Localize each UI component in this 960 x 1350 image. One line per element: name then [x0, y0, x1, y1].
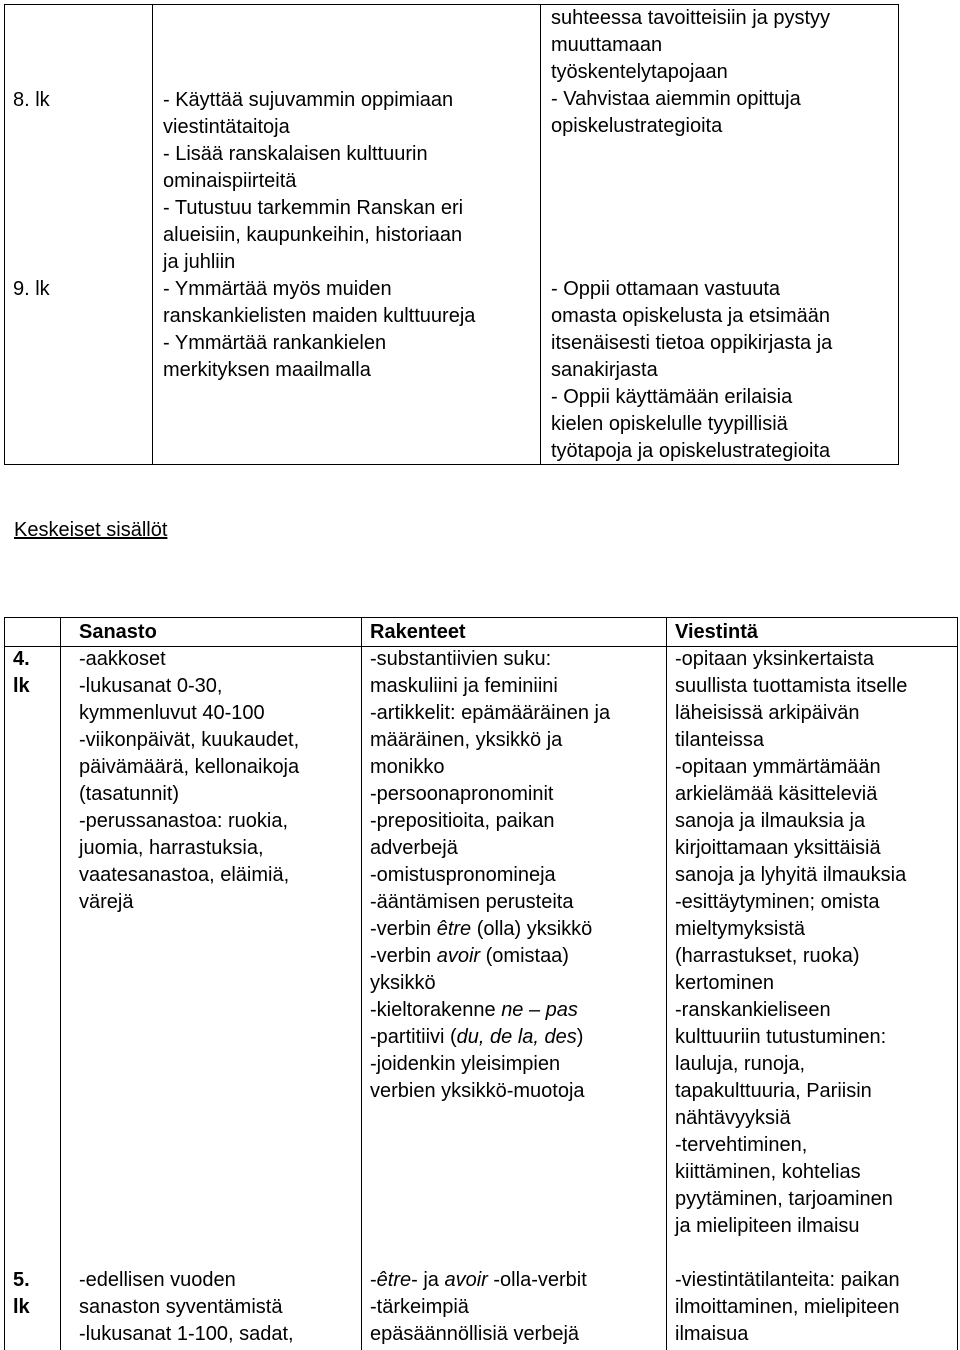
section-heading-keskeiset-sisallot: Keskeiset sisällöt [14, 519, 168, 541]
communication-line: -opitaan yksinkertaista [675, 648, 874, 670]
vocab-line: -aakkoset [79, 648, 166, 670]
structure-italic-text: avoir [444, 1269, 488, 1291]
grade-5-structures [370, 1267, 587, 1348]
top-table-border-left [4, 4, 5, 464]
grade-4-num: 4. [13, 648, 30, 670]
top-grade-8-label [13, 87, 50, 114]
structure-line: määräinen, yksikkö ja [370, 729, 563, 751]
structure-text: (olla) yksikkö [471, 918, 593, 940]
grade-4-label [13, 646, 30, 700]
goal-line: - Ymmärtää myös muiden [163, 278, 392, 300]
goal-line: ominaispiirteitä [163, 170, 297, 192]
structure-italic-text: ne – pas [501, 999, 578, 1021]
structure-text: - ja [411, 1269, 445, 1291]
goal-line: viestintätaitoja [163, 116, 290, 138]
header-rakenteet-text: Rakenteet [370, 621, 466, 643]
content-table-divider-2 [361, 617, 362, 1350]
content-table-divider-1 [60, 617, 61, 1350]
content-table-divider-3 [666, 617, 667, 1350]
vocab-line: päivämäärä, kellonaikoja [79, 756, 300, 778]
vocab-line: -viikonpäivät, kuukaudet, [79, 729, 300, 751]
grade-4-structures [370, 646, 610, 1105]
structure-text: -olla-verbit [487, 1269, 587, 1291]
grade-4-vocab [79, 646, 299, 916]
goal-line: - Tutustuu tarkemmin Ranskan eri [163, 197, 464, 219]
top-grade-9-label [13, 276, 50, 303]
strategy-line: - Oppii ottamaan vastuuta [551, 278, 781, 300]
vocab-line: -lukusanat 0-30, [79, 675, 223, 697]
vocab-line: -edellisen vuoden [79, 1269, 236, 1291]
strategy-line: kielen opiskelulle tyypillisiä [551, 413, 788, 435]
goal-line: alueisiin, kaupunkeihin, historiaan [163, 224, 463, 246]
structure-line: -artikkelit: epämääräinen ja [370, 702, 611, 724]
communication-line: lauluja, runoja, [675, 1053, 806, 1075]
goal-line: - Lisää ranskalaisen kulttuurin [163, 143, 428, 165]
communication-line: pyytäminen, tarjoaminen [675, 1188, 893, 1210]
communication-line: -viestintätilanteita: paikan [675, 1269, 900, 1291]
content-table-border-top [4, 617, 958, 618]
goal-line: merkityksen maailmalla [163, 359, 371, 381]
structure-text: -verbin [370, 918, 437, 940]
strategy-line: työtapoja ja opiskelustrategioita [551, 440, 831, 462]
strategy-line: työskentelytapojaan [551, 61, 728, 83]
structure-line: -ääntämisen perusteita [370, 891, 574, 913]
structure-line: epäsäännöllisiä verbejä [370, 1323, 580, 1345]
communication-line: sanoja ja lyhyitä ilmauksia [675, 864, 907, 886]
strategy-line: suhteessa tavoitteisiin ja pystyy [551, 7, 831, 29]
top-table-divider-1 [152, 4, 153, 464]
communication-line: ja mielipiteen ilmaisu [675, 1215, 860, 1237]
vocab-line: (tasatunnit) [79, 783, 180, 805]
grade-5-vocab [79, 1267, 294, 1348]
communication-line: -tervehtiminen, [675, 1134, 808, 1156]
communication-line: -esittäytyminen; omista [675, 891, 880, 913]
structure-line: monikko [370, 756, 445, 778]
structure-line-avoir [370, 943, 610, 970]
header-rakenteet [370, 619, 466, 646]
strategy-line: - Vahvistaa aiemmin opittuja [551, 88, 801, 110]
strategy-line: - Oppii käyttämään erilaisia [551, 386, 793, 408]
structure-line: -tärkeimpiä [370, 1296, 469, 1318]
structure-italic-text: avoir [436, 945, 481, 967]
structure-line: -omistuspronomineja [370, 864, 556, 886]
communication-line: tilanteissa [675, 729, 764, 751]
communication-line: arkielämää käsitteleviä [675, 783, 878, 805]
strategy-line: omasta opiskelusta ja etsimään [551, 305, 831, 327]
vocab-line: sanaston syventämistä [79, 1296, 283, 1318]
communication-line: -opitaan ymmärtämään [675, 756, 881, 778]
structure-text: -verbin [370, 945, 437, 967]
structure-line-negation [370, 997, 610, 1024]
grade-9-text: 9. lk [13, 278, 50, 300]
communication-line: ilmoittaminen, mielipiteen [675, 1296, 900, 1318]
grade-4-communication [675, 646, 907, 1240]
grade-5-label [13, 1267, 30, 1321]
communication-line: läheisissä arkipäivän [675, 702, 860, 724]
structure-italic-text: être [436, 918, 472, 940]
vocab-line: kymmenluvut 40-100 [79, 702, 265, 724]
vocab-line: vaatesanastoa, eläimiä, [79, 864, 290, 886]
strategy-line: itsenäisesti tietoa oppikirjasta ja [551, 332, 833, 354]
structure-line: adverbejä [370, 837, 458, 859]
communication-line: sanoja ja ilmauksia ja [675, 810, 866, 832]
goal-line: ja juhliin [163, 251, 236, 273]
communication-line: kertominen [675, 972, 774, 994]
communication-line: kulttuuriin tutustuminen: [675, 1026, 887, 1048]
grade-5-num: 5. [13, 1269, 30, 1291]
structure-line: maskuliini ja feminiini [370, 675, 558, 697]
structure-line: yksikkö [370, 972, 436, 994]
structure-text: - [370, 1269, 377, 1291]
communication-line: suullista tuottamista itselle [675, 675, 908, 697]
communication-line: (harrastukset, ruoka) [675, 945, 860, 967]
top-goals-column [163, 87, 475, 384]
top-table-divider-2 [540, 4, 541, 464]
communication-line: kirjoittamaan yksittäisiä [675, 837, 881, 859]
strategy-line: sanakirjasta [551, 359, 658, 381]
structure-italic-text: être [376, 1269, 412, 1291]
grade-4-lk: lk [13, 675, 30, 697]
vocab-line: -perussanastoa: ruokia, [79, 810, 289, 832]
structure-text: ) [576, 1026, 584, 1048]
content-table-border-left [4, 617, 5, 1350]
structure-line: verbien yksikkö-muotoja [370, 1080, 585, 1102]
structure-line: -persoonapronominit [370, 783, 554, 805]
goal-line: - Ymmärtää rankankielen [163, 332, 387, 354]
header-viestinta [675, 619, 758, 646]
grade-5-communication [675, 1267, 900, 1348]
grade-5-lk: lk [13, 1296, 30, 1318]
header-sanasto-text: Sanasto [79, 621, 157, 643]
structure-text: -kieltorakenne [370, 999, 502, 1021]
top-strategy-column-1 [551, 5, 830, 140]
structure-line-etre-avoir [370, 1267, 587, 1294]
grade-8-text: 8. lk [13, 89, 50, 111]
communication-line: -ranskankieliseen [675, 999, 831, 1021]
structure-line: -substantiivien suku: [370, 648, 552, 670]
goal-line: - Käyttää sujuvammin oppimiaan [163, 89, 454, 111]
top-table-border-right [898, 4, 899, 464]
vocab-line: juomia, harrastuksia, [79, 837, 264, 859]
structure-italic-text: du, de la, des [456, 1026, 577, 1048]
communication-line: kiittäminen, kohtelias [675, 1161, 861, 1183]
header-viestinta-text: Viestintä [675, 621, 758, 643]
communication-line: tapakulttuuria, Pariisin [675, 1080, 872, 1102]
structure-line-etre [370, 916, 610, 943]
communication-line: ilmaisua [675, 1323, 749, 1345]
strategy-line: muuttamaan [551, 34, 663, 56]
structure-line-partitive [370, 1024, 610, 1051]
communication-line: nähtävyyksiä [675, 1107, 791, 1129]
structure-text: (omistaa) [480, 945, 569, 967]
goal-line: ranskankielisten maiden kulttuureja [163, 305, 476, 327]
structure-line: -prepositioita, paikan [370, 810, 555, 832]
header-sanasto [79, 619, 157, 646]
communication-line: mieltymyksistä [675, 918, 806, 940]
content-table-border-right [957, 617, 958, 1350]
structure-line: -joidenkin yleisimpien [370, 1053, 561, 1075]
top-strategy-column-2 [551, 276, 832, 465]
vocab-line: värejä [79, 891, 134, 913]
structure-text: -partitiivi ( [370, 1026, 457, 1048]
strategy-line: opiskelustrategioita [551, 115, 723, 137]
vocab-line: -lukusanat 1-100, sadat, [79, 1323, 294, 1345]
